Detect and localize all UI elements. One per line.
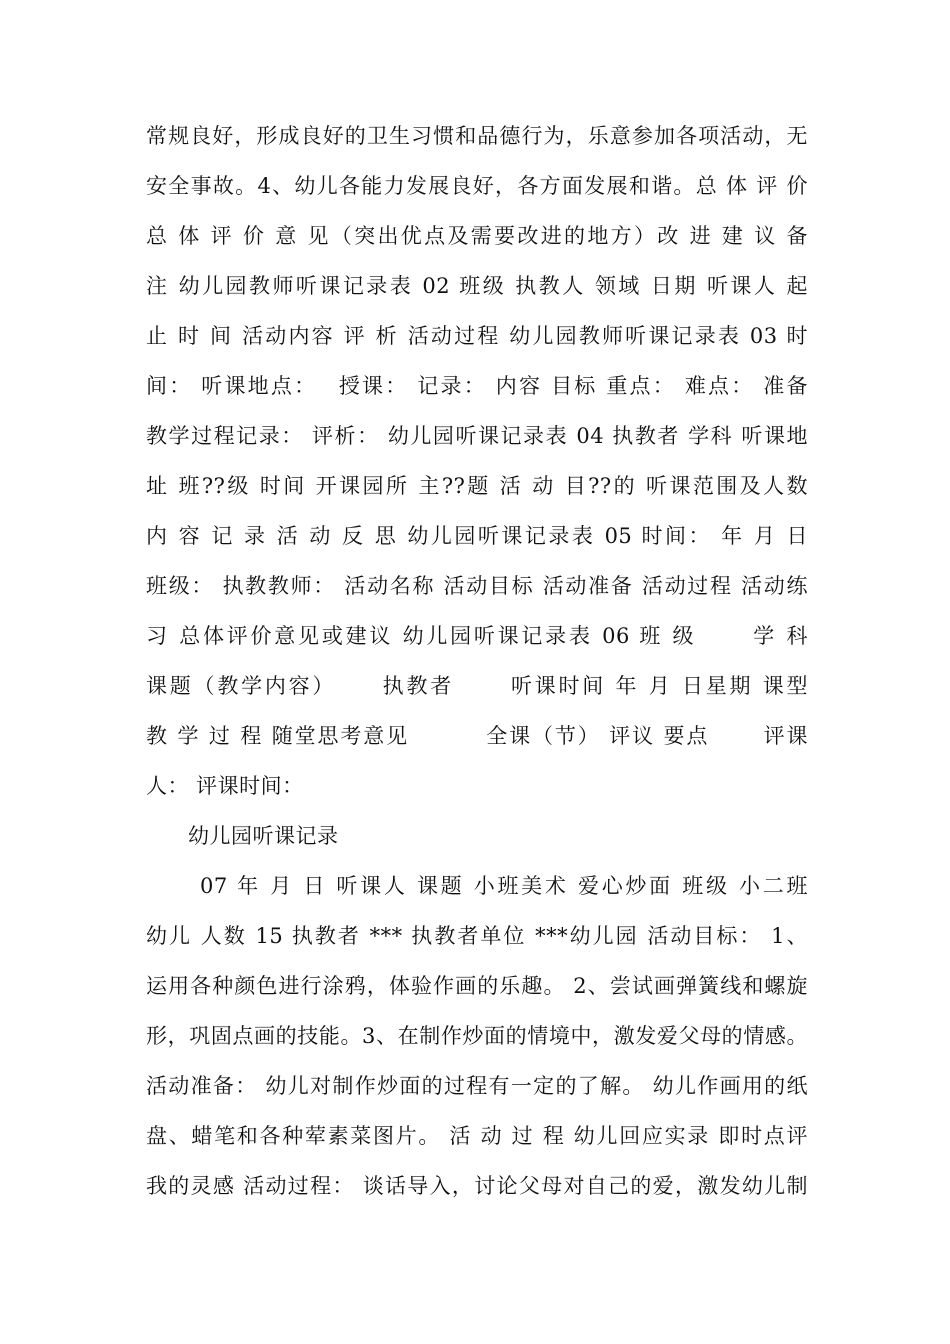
text-line: 常规良好，形成良好的卫生习惯和品德行为，乐意参加各项活动，无 [146, 124, 808, 148]
text-line: 运用各种颜色进行涂鸦，体验作画的乐趣。 2、尝试画弹簧线和螺旋 [146, 974, 808, 998]
text-line: 总 体 评 价 意 见（突出优点及需要改进的地方）改 进 建 议 备 [146, 224, 808, 248]
text-line: 内 容 记 录 活 动 反 思 幼儿园听课记录表 05 时间： 年 月 日 [146, 524, 808, 548]
text-line: 形，巩固点画的技能。3、在制作炒面的情境中，激发爱父母的情感。 [146, 1024, 808, 1048]
text-line: 教 学 过 程 随堂思考意见 全课（节） 评议 要点 评课 [146, 724, 808, 748]
text-line: 盘、蜡笔和各种荤素菜图片。 活 动 过 程 幼儿回应实录 即时点评 [146, 1124, 808, 1148]
text-line: 教学过程记录： 评析： 幼儿园听课记录表 04 执教者 学科 听课地 [146, 424, 808, 448]
section-heading: 幼儿园听课记录 [188, 824, 339, 848]
text-line: 课题（教学内容） 执教者 听课时间 年 月 日星期 课型 [146, 674, 808, 698]
text-line: 我的灵感 活动过程： 谈话导入，讨论父母对自己的爱，激发幼儿制 [146, 1174, 808, 1198]
text-line: 安全事故。4、幼儿各能力发展良好，各方面发展和谐。总 体 评 价 [146, 174, 808, 198]
text-line: 习 总体评价意见或建议 幼儿园听课记录表 06 班 级 学 科 [146, 624, 808, 648]
text-line: 止 时 间 活动内容 评 析 活动过程 幼儿园教师听课记录表 03 时 [146, 324, 808, 348]
text-line: 人： 评课时间： [146, 774, 304, 798]
text-line: 注 幼儿园教师听课记录表 02 班级 执教人 领域 日期 听课人 起 [146, 274, 808, 298]
text-line: 址 班??级 时间 开课园所 主??题 活 动 目??的 听课范围及人数 [146, 474, 808, 498]
text-line: 班级： 执教教师： 活动名称 活动目标 活动准备 活动过程 活动练 [146, 574, 808, 598]
text-line: 幼儿 人数 15 执教者 *** 执教者单位 ***幼儿园 活动目标： 1、 [146, 924, 808, 948]
text-line: 间： 听课地点： 授课： 记录： 内容 目标 重点： 难点： 准备 [146, 374, 808, 398]
text-line: 07 年 月 日 听课人 课题 小班美术 爱心炒面 班级 小二班 [200, 874, 808, 898]
text-line: 活动准备： 幼儿对制作炒面的过程有一定的了解。 幼儿作画用的纸 [146, 1074, 808, 1098]
